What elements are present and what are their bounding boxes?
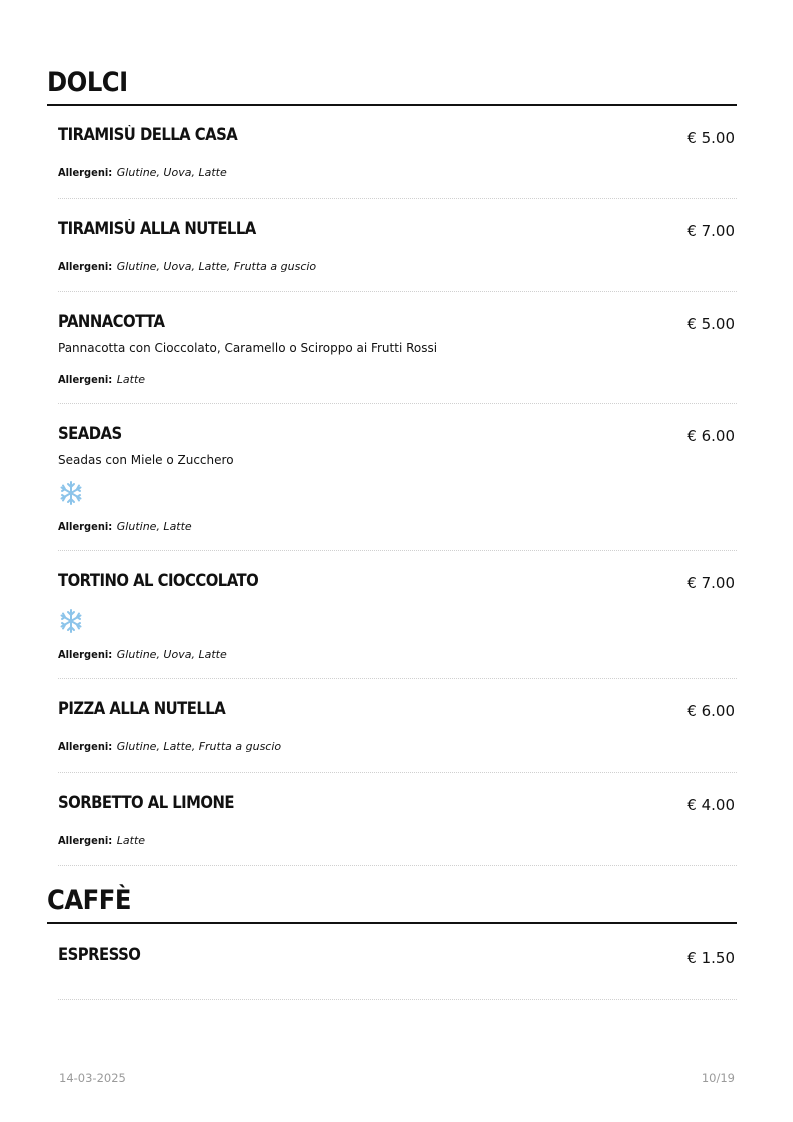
menu-item bbox=[58, 924, 737, 1000]
allergens-label: Allergeni: bbox=[58, 648, 113, 661]
item-price: € 7.00 bbox=[687, 222, 735, 240]
frozen-marker bbox=[58, 480, 737, 506]
item-price: € 6.00 bbox=[687, 702, 735, 720]
item-description: Seadas con Miele o Zucchero bbox=[58, 453, 234, 467]
snowflake-icon bbox=[58, 608, 84, 634]
allergens bbox=[58, 834, 737, 848]
allergens-values: Glutine, Latte, Frutta a guscio bbox=[116, 740, 282, 753]
item-name: PANNACOTTA bbox=[58, 312, 165, 331]
allergens-label: Allergeni: bbox=[58, 166, 113, 179]
allergens-label: Allergeni: bbox=[58, 740, 113, 753]
page-footer bbox=[59, 1071, 735, 1085]
item-description: Pannacotta con Cioccolato, Caramello o Sciroppo ai Frutti Rossi bbox=[58, 341, 438, 355]
item-name: SORBETTO AL LIMONE bbox=[58, 793, 234, 812]
allergens bbox=[58, 648, 737, 662]
allergens bbox=[58, 740, 737, 754]
item-price: € 5.00 bbox=[687, 315, 735, 333]
menu-item bbox=[58, 292, 737, 404]
allergens-label: Allergeni: bbox=[58, 520, 113, 533]
allergens-label: Allergeni: bbox=[58, 260, 113, 273]
item-name: SEADAS bbox=[58, 424, 122, 443]
item-name: TORTINO AL CIOCCOLATO bbox=[58, 571, 259, 590]
allergens bbox=[58, 166, 737, 180]
allergens bbox=[58, 373, 737, 387]
allergens bbox=[58, 520, 737, 534]
items-list bbox=[58, 924, 737, 1000]
section-title: DOLCI bbox=[47, 66, 737, 106]
section-title: CAFFÈ bbox=[47, 884, 737, 924]
allergens-label: Allergeni: bbox=[58, 373, 113, 386]
allergens-values: Glutine, Uova, Latte bbox=[116, 648, 227, 661]
section-dolci bbox=[47, 66, 737, 866]
menu-item bbox=[58, 404, 737, 551]
menu-item bbox=[58, 551, 737, 679]
snowflake-icon bbox=[58, 480, 84, 506]
menu-item bbox=[58, 199, 737, 292]
allergens-values: Glutine, Uova, Latte bbox=[116, 166, 227, 179]
item-price: € 4.00 bbox=[687, 796, 735, 814]
allergens-values: Glutine, Uova, Latte, Frutta a guscio bbox=[116, 260, 317, 273]
menu-item bbox=[58, 773, 737, 866]
section-caffe bbox=[47, 884, 737, 1000]
item-price: € 6.00 bbox=[687, 427, 735, 445]
page-number: 10/19 bbox=[701, 1071, 735, 1085]
menu-item bbox=[58, 106, 737, 199]
item-name: TIRAMISÙ DELLA CASA bbox=[58, 125, 238, 144]
item-price: € 1.50 bbox=[687, 949, 735, 967]
allergens-label: Allergeni: bbox=[58, 834, 113, 847]
allergens-values: Latte bbox=[116, 373, 146, 386]
item-name: PIZZA ALLA NUTELLA bbox=[58, 699, 226, 718]
item-price: € 5.00 bbox=[687, 129, 735, 147]
items-list bbox=[58, 106, 737, 866]
item-price: € 7.00 bbox=[687, 574, 735, 592]
allergens bbox=[58, 260, 737, 274]
item-name: TIRAMISÙ ALLA NUTELLA bbox=[58, 219, 256, 238]
frozen-marker bbox=[58, 608, 737, 634]
item-name: ESPRESSO bbox=[58, 945, 141, 964]
print-date: 14-03-2025 bbox=[59, 1071, 126, 1085]
allergens-values: Latte bbox=[116, 834, 146, 847]
menu-item bbox=[58, 679, 737, 773]
allergens-values: Glutine, Latte bbox=[116, 520, 192, 533]
